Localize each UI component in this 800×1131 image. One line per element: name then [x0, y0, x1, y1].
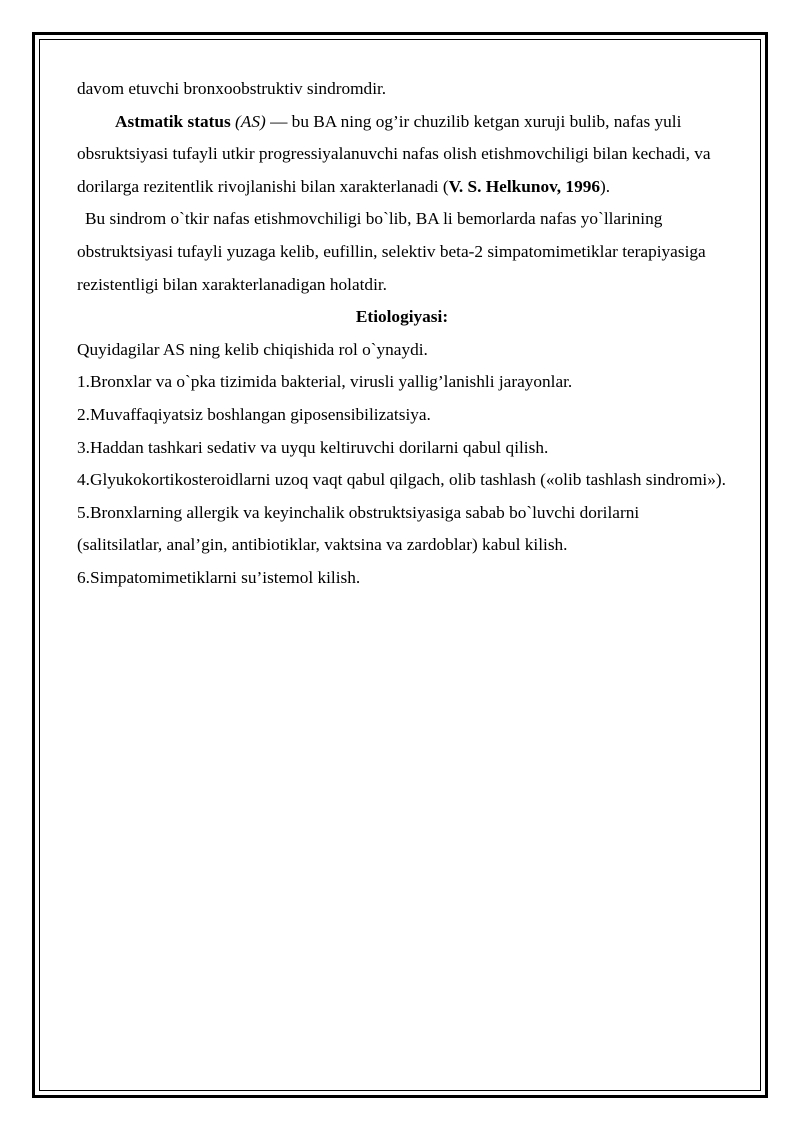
list-item: 1.Bronxlar va o`pka tizimida bakterial, virusli yallig’lanishli jarayonlar.	[77, 372, 573, 392]
list-item: 6.Simpatomimetiklarni su’istemol kilish.	[77, 567, 361, 587]
definition-text: — bu BA ning og’ir chuzilib ketgan xuruji bulib, nafas yuli obsruktsiyasi tufayli utkir progressiyalanuvchi nafas olish etishmovchiligi bilan kechadi, va dorilarga rezitentlik rivojlanishi bilan xarakterlanadi (	[77, 111, 711, 196]
paragraph-syndrome: Bu sindrom o`tkir nafas etishmovchiligi bo`lib, BA li bemorlarda nafas yo`llarining obstruktsiyasi tufayli yuzaga kelib, eufillin, selektiv beta-2 simpatomimetiklar terapiyasiga	[77, 209, 706, 261]
list-item: 3.Haddan tashkari sedativ va uyqu keltiruvchi dorilarni qabul qilish.	[77, 437, 549, 457]
definition-end: ).	[600, 176, 611, 196]
paragraph-definition	[77, 106, 727, 204]
list-item: 5.Bronxlarning allergik va keyinchalik obstruktsiyasiga sabab bo`luvchi dorilarni (salitsilatlar, anal’gin, antibiotiklar, vaktsina va zardoblar) kabul kilish.	[77, 502, 640, 555]
term-abbreviation: (AS)	[235, 111, 266, 131]
citation: V. S. Helkunov, 1996	[448, 176, 600, 196]
paragraph-syndrome-end: rezistentligi bilan xarakterlanadigan holatdir.	[77, 274, 387, 294]
list-item: 2.Muvaffaqiyatsiz boshlangan giposensibilizatsiya.	[77, 404, 431, 424]
section-intro: Quyidagilar AS ning kelib chiqishida rol o`ynaydi.	[77, 339, 428, 359]
list-item: 4.Glyukokortikosteroidlarni uzoq vaqt qabul qilgach, olib tashlash («olib tashlash sindromi»).	[77, 470, 726, 490]
term-astmatik-status: Astmatik status	[115, 111, 231, 131]
document-body	[77, 73, 727, 595]
paragraph-continuation: davom etuvchi bronxoobstruktiv sindromdir.	[77, 79, 387, 98]
section-heading: Etiologiyasi:	[355, 307, 449, 327]
